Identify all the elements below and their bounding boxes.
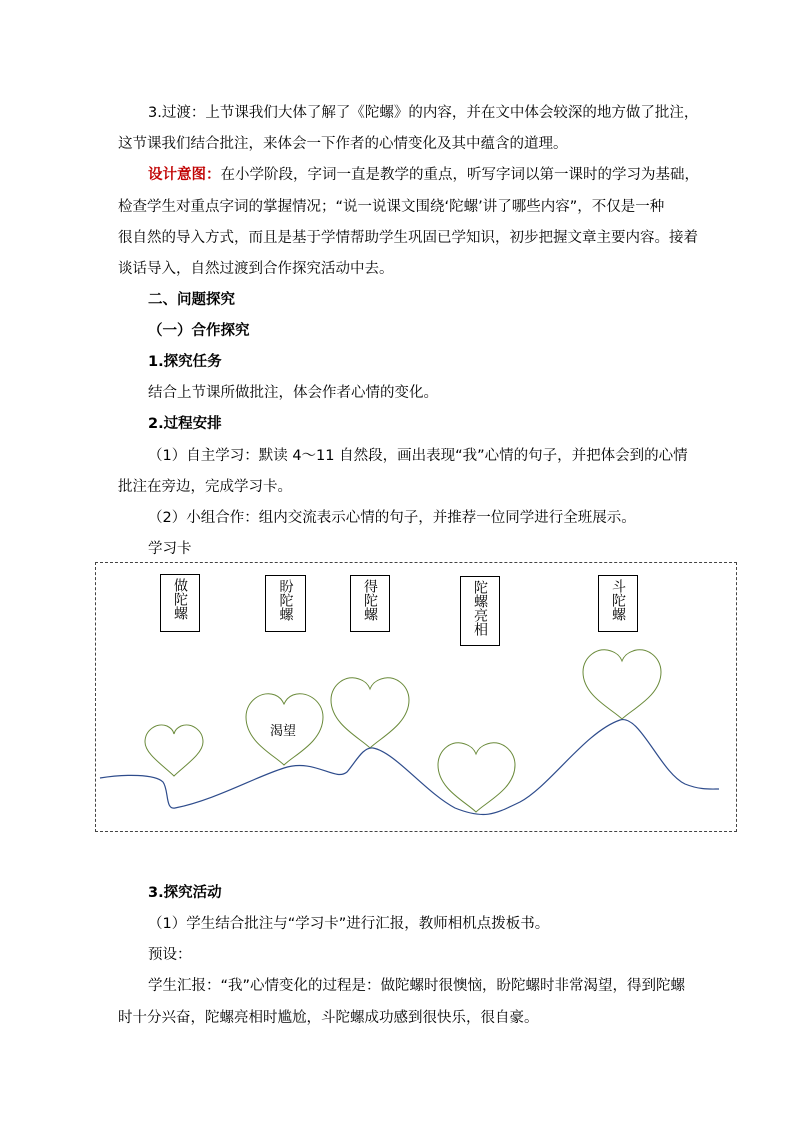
- design-intent-line-1: [148, 165, 699, 185]
- process-step2: （2）小组合作：组内交流表示心情的句子，并推荐一位同学进行全班展示。: [148, 510, 636, 526]
- study-card-label: 学习卡: [148, 541, 192, 557]
- stage-box-get-top: [350, 575, 390, 632]
- subsection-one-heading: （一）合作探究: [148, 323, 250, 339]
- activity-report-line1: 学生汇报：“我”心情变化的过程是：做陀螺时很懊恼，盼陀螺时非常渴望，得到陀螺: [148, 978, 686, 994]
- section-two-heading: 二、问题探究: [148, 292, 235, 308]
- transition-line-1: 3.过渡：上节课我们大体了解了《陀螺》的内容，并在文中体会较深的地方做了批注，: [148, 105, 699, 121]
- stage-box-fight-top: [598, 575, 638, 632]
- heart-1: [145, 725, 203, 776]
- stage-label-make: 做陀螺: [172, 578, 188, 620]
- stage-label-debut: 陀螺亮相: [472, 580, 488, 636]
- design-intent-line-2: 检查学生对重点字词的掌握情况；“说一说课文围绕‘陀螺’讲了哪些内容”，不仅是一种: [118, 199, 665, 215]
- task-title: 1.探究任务: [148, 354, 222, 370]
- heart-3: [331, 678, 409, 748]
- stage-label-hope: 盼陀螺: [277, 579, 294, 621]
- activity-title: 3.探究活动: [148, 885, 222, 901]
- activity-preset-label: 预设：: [148, 947, 192, 963]
- design-intent-label: 设计意图：: [148, 167, 221, 183]
- process-step1-line2: 批注在旁边，完成学习卡。: [118, 479, 292, 495]
- design-intent-text-1: 在小学阶段，字词一直是教学的重点，听写字词以第一课时的学习为基础，: [220, 167, 699, 183]
- heart-4: [438, 743, 515, 812]
- activity-report-line2: 时十分兴奋，陀螺亮相时尴尬，斗陀螺成功感到很快乐，很自豪。: [118, 1010, 539, 1026]
- stage-label-get: 得陀螺: [362, 579, 378, 621]
- heart-label-longing: 渴望: [270, 724, 297, 739]
- heart-5: [583, 650, 661, 719]
- mood-wave-line: [100, 720, 719, 815]
- stage-box-make-top: [160, 574, 200, 632]
- design-intent-line-4: 谈话导入，自然过渡到合作探究活动中去。: [118, 261, 394, 277]
- process-title: 2.过程安排: [148, 416, 222, 432]
- design-intent-line-3: 很自然的导入方式，而且是基于学情帮助学生巩固已学知识，初步把握文章主要内容。接着: [118, 230, 698, 246]
- activity-step1: （1）学生结合批注与“学习卡”进行汇报，教师相机点拨板书。: [148, 916, 550, 932]
- process-step1-line1: （1）自主学习：默读 4～11 自然段，画出表现“我”心情的句子，并把体会到的心情: [148, 448, 688, 464]
- transition-line-2: 这节课我们结合批注，来体会一下作者的心情变化及其中蕴含的道理。: [118, 136, 568, 152]
- stage-label-fight: 斗陀螺: [610, 579, 626, 621]
- task-text: 结合上节课所做批注，体会作者心情的变化。: [148, 385, 438, 401]
- stage-box-debut-top: [460, 576, 500, 646]
- stage-box-hope-top: [265, 575, 306, 632]
